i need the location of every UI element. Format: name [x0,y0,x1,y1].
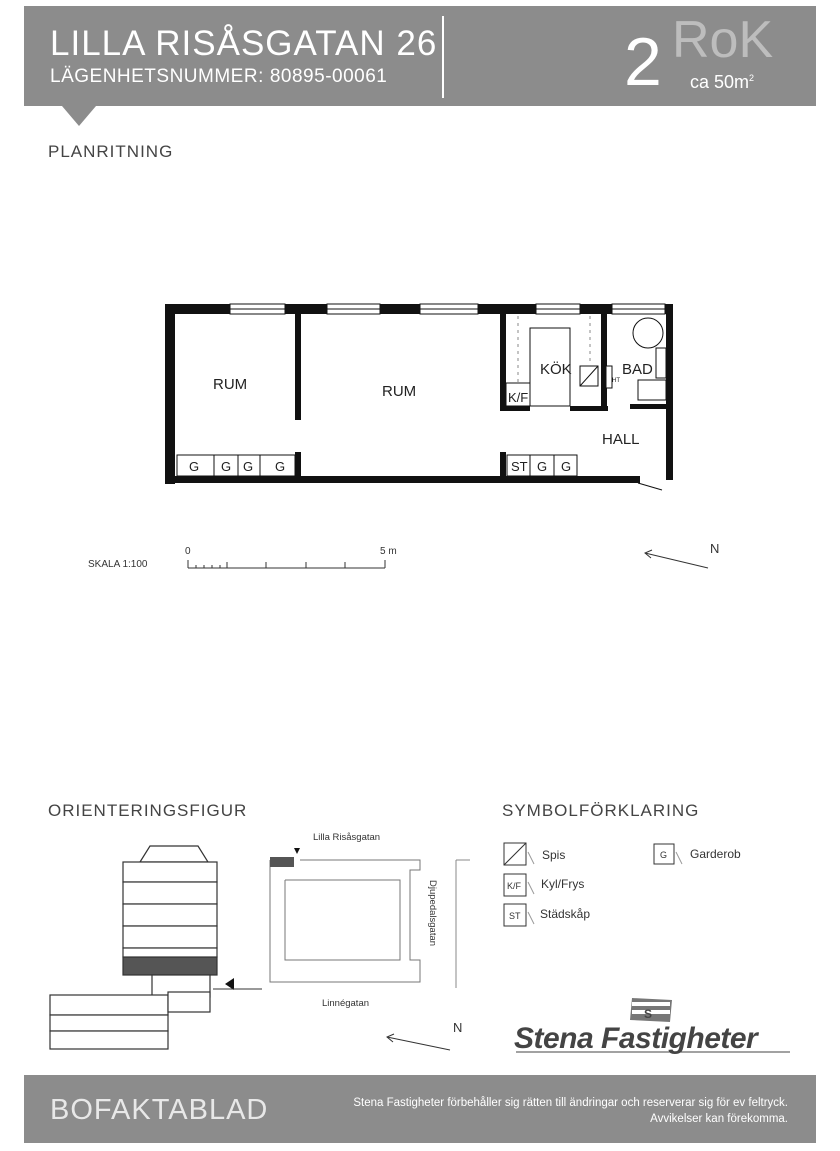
wall-top-3 [380,304,420,314]
legend-label-kylfrys: Kyl/Frys [541,877,585,891]
wardrobe-g-3: G [243,459,254,474]
wall-bath [601,304,607,410]
scale-label: SKALA 1:100 [88,559,148,570]
legend-label-spis: Spis [542,848,566,862]
orientation-section-title: ORIENTERINGSFIGUR [48,801,248,820]
wardrobe-g-5: G [537,459,548,474]
rooms-suffix: RoK [672,11,774,69]
wall-int-2b [500,452,506,480]
stena-flag-icon [630,998,672,1022]
legend-label-garderob: Garderob [690,847,741,861]
shower-symbol [633,318,663,348]
legend-symbol-g: G [660,850,668,860]
location-marker-icon [225,978,234,990]
wall-bottom [165,476,640,483]
wall-right [666,304,673,480]
scale-bar [188,560,385,568]
wall-top-4 [478,304,536,314]
area-value: ca 50m [690,72,750,92]
legend-section-title: SYMBOLFÖRKLARING [502,801,700,820]
sink-symbol [656,348,666,378]
wall-int-1 [295,304,301,420]
area-unit-sup: 2 [749,73,755,83]
footer-note-line-2: Avvikelser kan förekomma. [650,1113,788,1126]
footer-title: BOFAKTABLAD [50,1094,269,1126]
room-label-rum-1: RUM [213,376,248,393]
wardrobe-g-6: G [561,459,572,474]
room-label-bad: BAD [622,361,653,378]
north-label-orient: N [453,1020,463,1035]
north-arrow-icon [645,550,708,568]
wall-left [165,304,175,484]
site-plan-block [270,860,420,982]
scale-end: 5 m [380,546,397,557]
wall-int-1b [295,452,301,480]
ht-unit [606,366,612,388]
plan-section-title: PLANRITNING [48,142,174,161]
apartment-number: 80895-00061 [269,66,388,87]
cleaning-st: ST [511,459,528,474]
wall-top-2 [285,304,327,314]
wardrobe-g-1: G [189,459,200,474]
ht-label: HT [612,378,620,384]
wall-top-5 [580,304,612,314]
street-east: Djupedalsgatan [427,880,438,947]
legend-symbol-kf: K/F [507,881,522,891]
brand-name: Stena Fastigheter [514,1022,758,1055]
legend-label-stadskap: Städskåp [540,907,591,921]
wall-kitchen-low [500,406,530,411]
toilet-symbol [638,380,666,400]
wall-int-2 [500,304,506,410]
fridge-label: K/F [508,390,529,405]
room-label-hall: HALL [602,431,640,448]
wall-bath-low [630,404,670,409]
footer-note-line-1: Stena Fastigheter förbehåller sig rätten till ändringar och reserverar sig för ev feltryck. [353,1097,788,1109]
scale-start: 0 [185,546,191,557]
wardrobe-g-4: G [275,459,286,474]
room-count: 2 [624,24,662,100]
address-title: LILLA RISÅSGATAN 26 [50,24,438,63]
north-arrow-orient-icon [387,1034,450,1050]
site-marker-icon [294,848,300,854]
north-label: N [710,541,720,556]
footer-note [353,1095,788,1127]
street-south: Linnégatan [322,998,370,1009]
svg-text:S: S [644,1007,653,1021]
legend-symbol-st: ST [509,911,521,921]
site-apartment-marker [270,857,294,867]
room-label-kok: KÖK [540,361,572,378]
apartment-label: LÄGENHETSNUMMER: [50,66,264,87]
wardrobe-g-2: G [221,459,232,474]
room-label-rum-2: RUM [382,383,417,400]
wall-top-1 [165,304,230,314]
street-north: Lilla Risåsgatan [313,832,381,843]
orientation-building [50,846,217,1049]
